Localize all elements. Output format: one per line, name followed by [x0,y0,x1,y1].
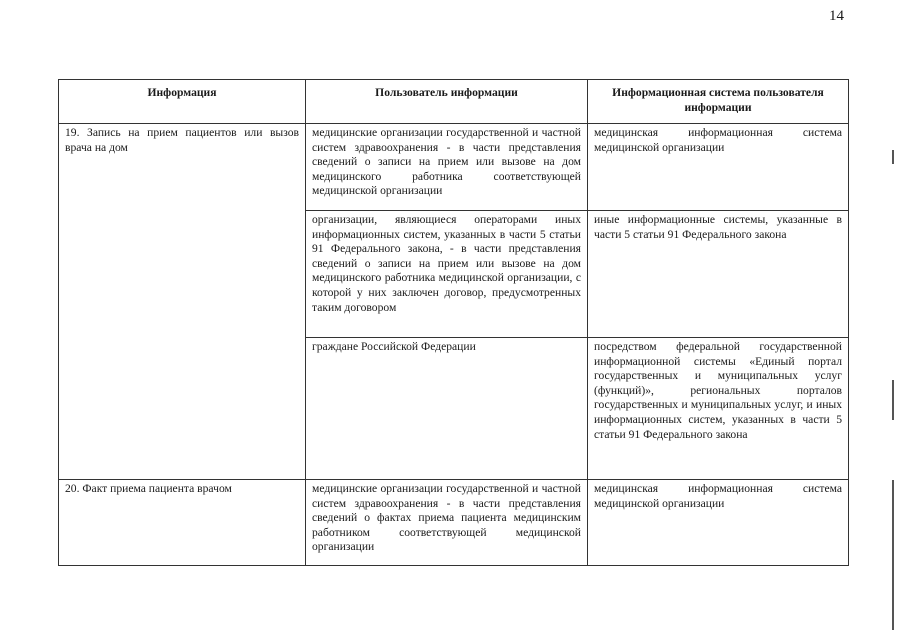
info-cell-20: 20. Факт приема пациента врачом [59,480,306,566]
header-information-system: Информационная система пользователя информации [588,80,849,124]
user-cell: граждане Российской Федерации [306,338,588,480]
scan-edge-shadow [892,380,894,420]
user-cell: медицинские организации государственной и частной систем здравоохранения - в части представления сведений о записи на прием или вызове на дом медицинского работника соответствующей медицинской организации [306,124,588,211]
system-cell: иные информационные системы, указанные в части 5 статьи 91 Федерального закона [588,211,849,338]
page-number: 14 [829,8,844,24]
scan-edge-shadow [892,150,894,164]
system-cell: посредством федеральной государственной информационной системы «Единый портал государственных и муниципальных услуг (функций)», региональных порталов государственных и муниципальных услуг, и иных информационных систем, указанных в части 5 статьи 91 Федерального закона [588,338,849,480]
user-cell: организации, являющиеся операторами иных информационных систем, указанных в части 5 статьи 91 Федерального закона, - в части представления сведений о записи на прием или вызове на дом медицинского работника медицинской организации, с которой у них заключен договор, предусмотренных таким договором [306,211,588,338]
user-cell: медицинские организации государственной и частной систем здравоохранения - в части представления сведений о фактах приема пациента медицинским работником соответствующей медицинской организации [306,480,588,566]
table-row [59,480,849,566]
information-table [58,79,849,566]
system-cell: медицинская информационная система медицинской организации [588,124,849,211]
info-cell-19: 19. Запись на прием пациентов или вызов врача на дом [59,124,306,480]
table-row [59,124,849,211]
scan-edge-shadow [892,480,894,630]
header-information-user: Пользователь информации [306,80,588,124]
header-information: Информация [59,80,306,124]
table-header-row [59,80,849,124]
system-cell: медицинская информационная система медицинской организации [588,480,849,566]
